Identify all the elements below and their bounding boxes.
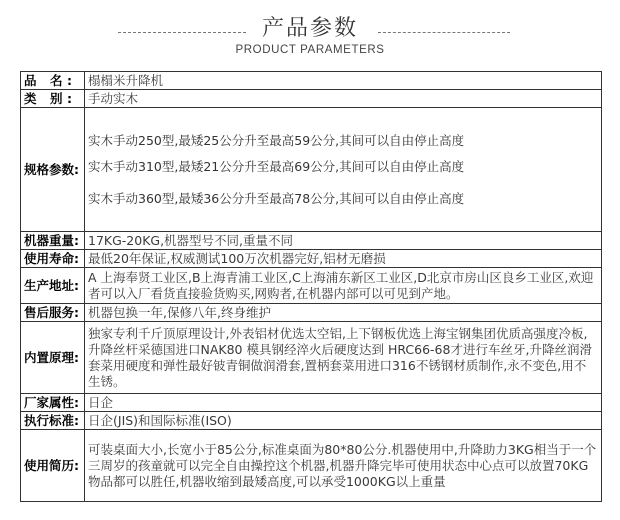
section-header [0,0,620,66]
table-row [21,322,602,394]
usage-value: 可装桌面大小,长宽小于85公分,标准桌面为80*80公分.机器使用中,升降助力3KG相当于一个三周岁的孩童就可以完全自由操控这个机器,机器升降完毕可使用状态中心点可以放置70KG物品都可以胜任,机器收缩到最矮高度,可以承受1000KG以上重量 [85,430,602,502]
table-row [21,412,602,430]
lifespan-value: 最低20年保证,权威测试100万次机器完好,铝材无磨损 [85,250,602,268]
standard-value: 日企(JIS)和国际标准(ISO) [85,412,602,430]
category-value: 手动实木 [85,90,602,108]
product-name-value: 榻榻米升降机 [85,72,602,90]
table-row [21,268,602,304]
after-sales-label: 售后服务: [21,304,85,322]
weight-label: 机器重量: [21,232,85,250]
category-label: 类 别: [21,90,85,108]
table-row [21,72,602,90]
manufacturer-value: 日企 [85,394,602,412]
page-subtitle: PRODUCT PARAMETERS [235,44,385,56]
spec-line: 实木手动310型,最矮21公分升至最高69公分,其间可以自由停止高度 [88,158,465,174]
page-title: 产品参数 [261,16,358,41]
origin-value: A 上海奉贤工业区,B上海青浦工业区,C上海浦东新区工业区,D北京市房山区良乡工业区,欢迎者可以入厂看货直接验货购买,网购者,在机器内部可以可见到产地。 [85,268,602,304]
after-sales-value: 机器包换一年,保修八年,终身维护 [85,304,602,322]
origin-label: 生产地址: [21,268,85,304]
table-row [21,304,602,322]
standard-label: 执行标准: [21,412,85,430]
spec-value [85,108,602,232]
weight-value: 17KG-20KG,机器型号不同,重量不同 [85,232,602,250]
manufacturer-label: 厂家属性: [21,394,85,412]
spec-line: 实木手动250型,最矮25公分升至最高59公分,其间可以自由停止高度 [88,132,465,148]
lifespan-label: 使用寿命: [21,250,85,268]
principle-value: 独家专利千斤顶原理设计,外表铝材优选太空铝,上下钢板优选上海宝钢集团优质高强度冷板,升降丝杆采德国进口NAK80 模具钢经淬火后硬度达到 HRC66-68才进行车丝牙,升降丝润滑套菜用硬度和弹性最好铍青铜做润滑套,置柄套菜用进口316不锈钢材质制作,永不变色,用不生锈。 [85,322,602,394]
product-parameters-table [20,71,602,502]
table-row [21,90,602,108]
table-row [21,430,602,502]
table-row [21,394,602,412]
spec-line: 实木手动360型,最矮36公分升至最高78公分,其间可以自由停止高度 [88,190,465,206]
table-row [21,108,602,232]
spec-label: 规格参数: [21,108,85,232]
table-row [21,232,602,250]
table-row [21,250,602,268]
product-name-label: 品 名: [21,72,85,90]
usage-label: 使用简历: [21,430,85,502]
principle-label: 内置原理: [21,322,85,394]
